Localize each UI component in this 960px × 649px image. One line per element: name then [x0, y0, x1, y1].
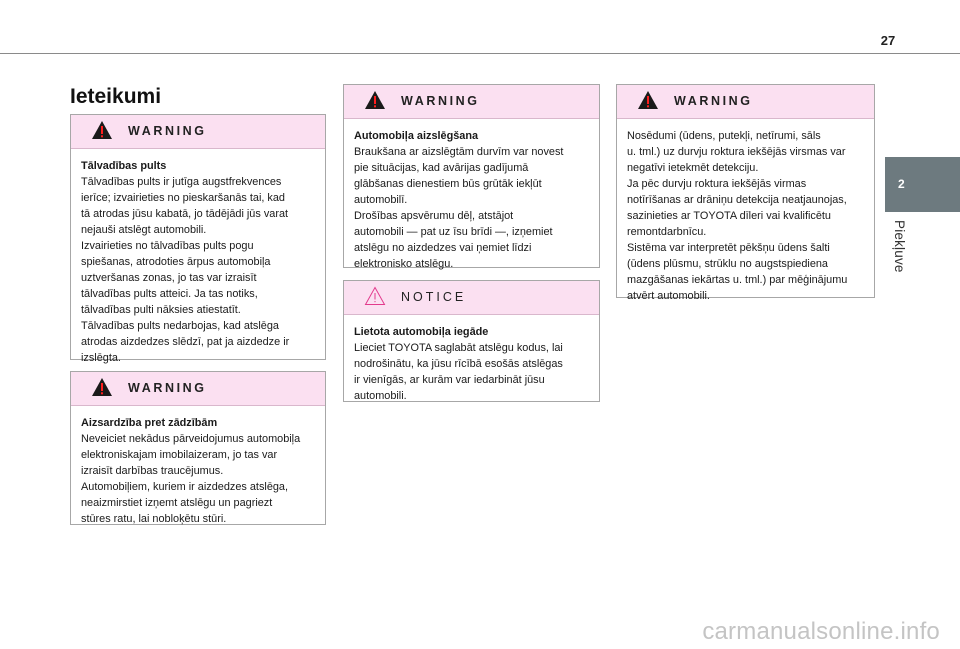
warning-subtitle: Aizsardzība pret zādzībām	[81, 417, 218, 429]
notice-box-used-vehicle	[343, 280, 600, 402]
warning-text: Braukšana ar aizslēgtām durvīm var novest pie situācijas, kad avārijas gadījumā glābšanas dienestiem būs grūtāk iekļūt automobilī. Drošības apsvērumu dēļ, atstājot automobili — pat uz īsu brīdi —, izņemiet atslēgu no aizdedzes vai ņemiet līdzi elektronisko atslēgu.	[354, 146, 564, 270]
warning-label: WARNING	[401, 94, 480, 108]
warning-text: Nosēdumi (ūdens, putekļi, netīrumi, sāls u. tml.) uz durvju roktura iekšējās virsmas var negatīvi ietekmēt detekciju. Ja pēc durvju roktura iekšējās virmas notīrīšanas ar drāniņu detekcija neatjaunojas, sazinieties ar TOYOTA dīleri vai kvalificētu remontdarbnīcu. Sistēma var interpretēt pēkšņu ūdens šalti (ūdens plūsmu, strūklu no augstspiediena mazgāšanas iekārtas u. tml.) par mēģinājumu atvērt automobili.	[627, 130, 848, 302]
warning-label: WARNING	[674, 94, 753, 108]
notice-subtitle: Lietota automobiļa iegāde	[354, 326, 489, 338]
chapter-tab-number: 2	[898, 177, 905, 191]
warning-header	[71, 372, 325, 406]
warning-header	[71, 115, 325, 149]
warning-text: Tālvadības pults ir jutīga augstfrekvences ierīce; izvairieties no pieskaršanās tai, kad tā atrodas jūsu kabatā, jo tādējādi jūs varat nejauši atslēgt automobili. Izvairieties no tālvadības pults pogu spiešanas, atrodoties ārpus automobiļa uztveršanas zonas, jo tas var izraisīt tālvadības pults atteici. Ja tas notiks, tālvadības pulti nāksies atiestatīt. Tālvadības pults nedarbojas, kad atslēga atrodas aizdedzes slēdzī, pat ja aizdedze ir izslēgta.	[81, 176, 290, 364]
warning-box-locking	[343, 84, 600, 268]
page-number: 27	[880, 33, 896, 48]
notice-body	[344, 315, 599, 412]
warning-body	[617, 119, 874, 312]
warning-label: WARNING	[128, 124, 207, 138]
notice-triangle-icon	[364, 286, 386, 306]
header-rule	[0, 53, 960, 54]
chapter-label	[880, 220, 920, 290]
notice-text: Lieciet TOYOTA saglabāt atslēgu kodus, lai nodrošinātu, ka jūsu rīcībā esošās atslēgas ir vienīgās, ar kurām var iedarbināt jūsu automobili.	[354, 342, 563, 402]
warning-text: Neveiciet nekādus pārveidojumus automobiļa elektroniskajam imobilaizeram, jo tas var izraisīt darbības traucējumus. Automobiļiem, kuriem ir aizdedzes atslēga, neaizmirstiet izņemt atslēgu un pagriezt stūres ratu, lai nobloķētu stūri.	[81, 433, 301, 525]
warning-body	[71, 149, 325, 374]
warning-triangle-icon	[91, 120, 113, 140]
chapter-label-text: Piekļuve	[892, 220, 907, 273]
watermark-text: carmanualsonline.info	[702, 618, 940, 645]
warning-box-antitheft	[70, 371, 326, 525]
notice-label: NOTICE	[401, 290, 467, 304]
warning-triangle-icon	[637, 90, 659, 110]
warning-body	[344, 119, 599, 280]
warning-box-door-handle	[616, 84, 875, 302]
warning-subtitle: Automobiļa aizslēgšana	[354, 130, 479, 142]
warning-label: WARNING	[128, 381, 207, 395]
warning-body	[71, 406, 325, 535]
warning-box-remote	[70, 114, 326, 364]
warning-subtitle: Tālvadības pults	[81, 160, 167, 172]
warning-header	[344, 85, 599, 119]
chapter-tab[interactable]	[885, 157, 960, 212]
warning-header	[617, 85, 874, 119]
warning-triangle-icon	[364, 90, 386, 110]
section-title: Ieteikumi	[70, 85, 162, 108]
warning-triangle-icon	[91, 377, 113, 397]
notice-header	[344, 281, 599, 315]
